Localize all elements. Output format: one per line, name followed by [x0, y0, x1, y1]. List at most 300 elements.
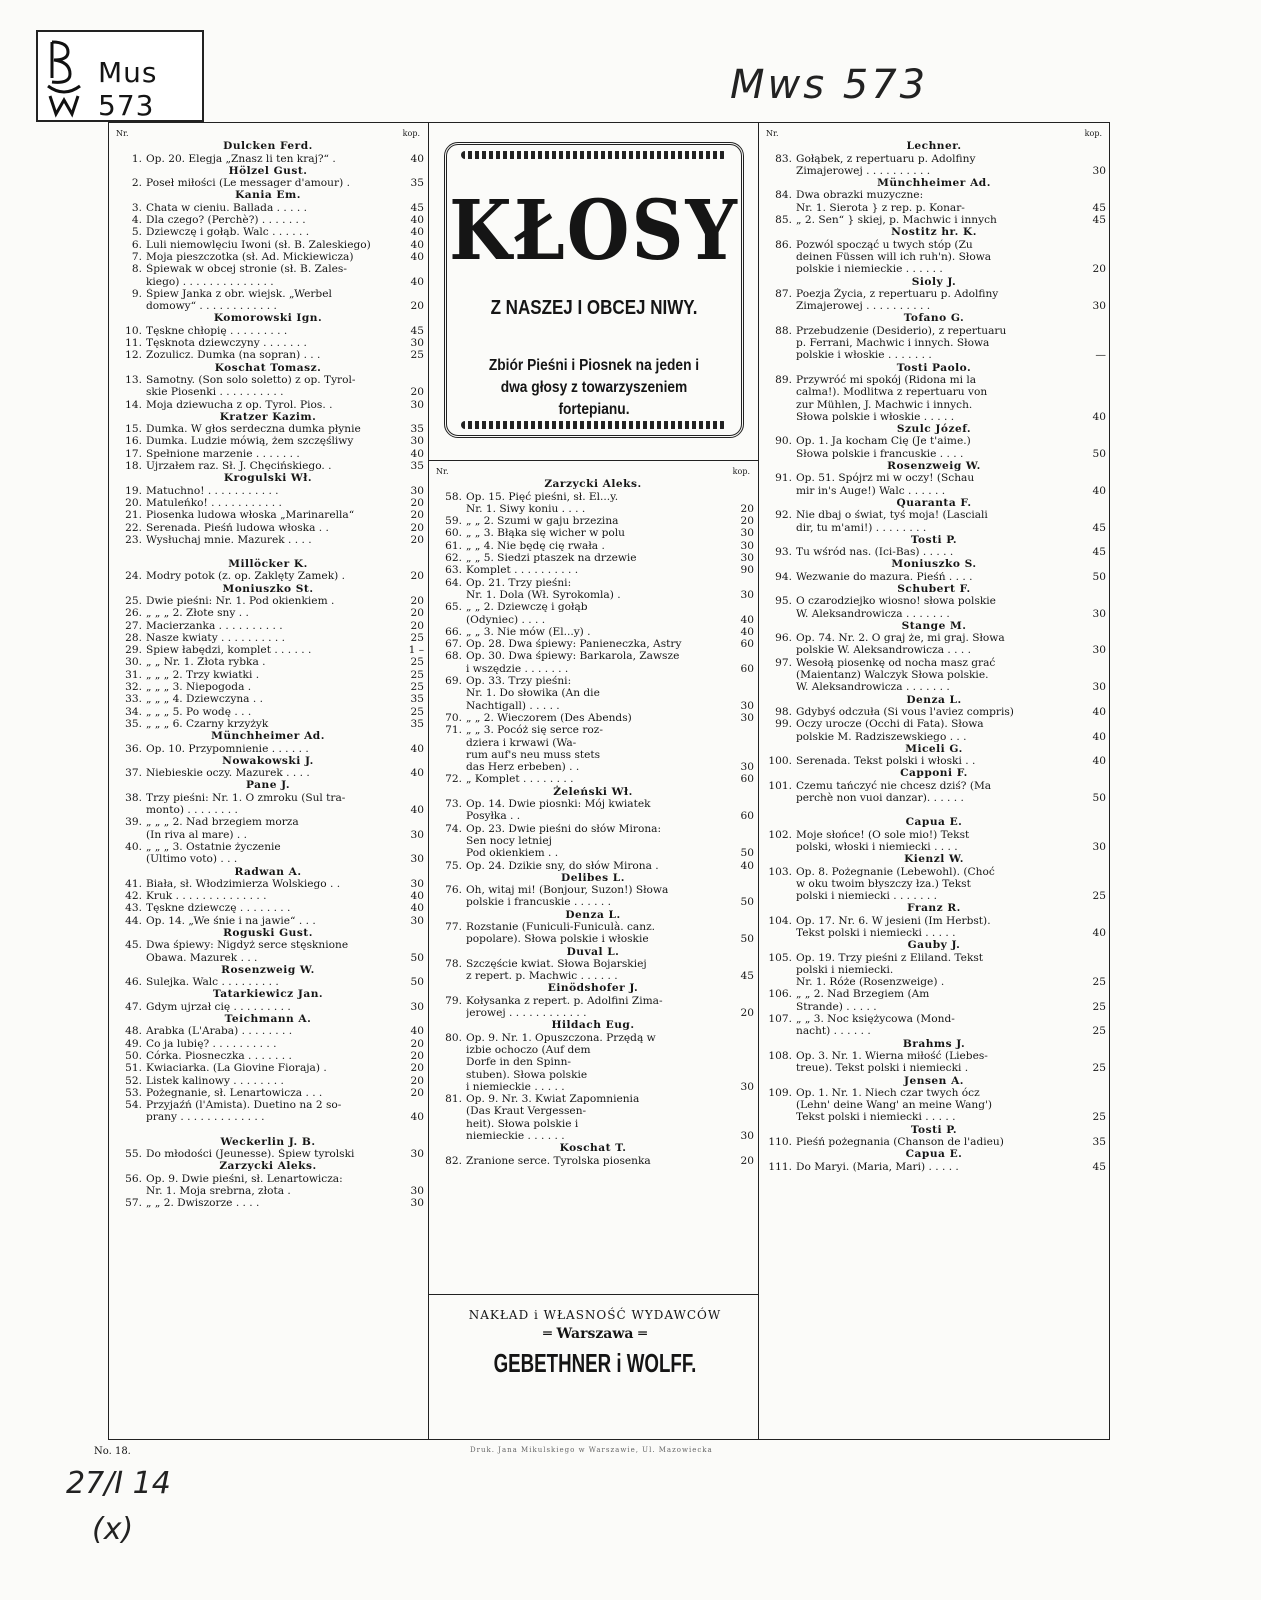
entry-title: Wysłuchaj mnie. Mazurek . . . . — [146, 533, 312, 546]
column-divider-left — [428, 122, 429, 1440]
catalog-entry — [762, 1025, 1106, 1037]
entry-number: 77. — [445, 920, 462, 933]
entry-price: 25 — [1092, 1000, 1106, 1013]
entry-number: 66. — [445, 625, 462, 638]
entry-number: 101. — [768, 779, 792, 792]
entry-title: Tekst polski i niemiecki . . . . . — [796, 927, 956, 939]
entry-price: 30 — [410, 914, 424, 927]
entry-title: polskie i francuskie . . . . . . — [466, 896, 611, 909]
catalog-entry — [432, 958, 754, 970]
entry-number: 1. — [131, 152, 142, 165]
entry-title: Poezja Życia, z repertuaru p. Adolfiny — [796, 287, 999, 300]
catalog-entry — [432, 663, 754, 675]
entry-title: Op. 20. Elegja „Znasz li ten kraj?“ . — [146, 152, 336, 165]
column-header-kop: kop. — [732, 467, 750, 476]
catalog-entry — [762, 841, 1106, 853]
entry-title: Op. 8. Pożegnanie (Lebewohl). (Choć — [796, 865, 995, 878]
entry-price: 20 — [410, 619, 424, 632]
entry-title: Nr. 1. Do słowika (An die — [466, 687, 600, 700]
composer-heading: Moniuszko St. — [222, 582, 314, 595]
entry-price: 30 — [740, 1080, 754, 1093]
catalog-entry — [112, 570, 424, 582]
entry-title: Dwa obrazki muzyczne: — [796, 189, 924, 202]
entry-title: Moja pieszczotka (sł. Ad. Mickiewicza) — [146, 250, 354, 263]
entry-title: (Maientanz) Walczyk Słowa polskie. — [796, 669, 989, 682]
composer-heading: Schubert F. — [897, 582, 971, 595]
composer-heading: Capua E. — [905, 1148, 963, 1161]
catalog-entry — [432, 564, 754, 576]
catalog-entry — [762, 632, 1106, 644]
catalog-entry — [762, 780, 1106, 792]
catalog-entry — [432, 1069, 754, 1081]
composer-heading: Weckerlin J. B. — [220, 1135, 316, 1148]
entry-title: w oku twoim błyszczy łza.) Tekst — [796, 877, 971, 890]
catalog-entry — [762, 644, 1106, 656]
entry-price: 40 — [410, 250, 424, 263]
catalog-entry — [432, 1093, 754, 1105]
entry-price: 30 — [410, 853, 424, 866]
entry-price: 45 — [410, 324, 424, 337]
catalog-entry — [112, 1111, 424, 1123]
catalog-entry — [432, 1044, 754, 1056]
catalog-entry — [762, 927, 1106, 939]
entry-price: 20 — [740, 1154, 754, 1167]
entry-title: Chata w cieniu. Ballada . . . . . — [146, 201, 307, 214]
handwritten-date: 27/I 14 — [66, 1466, 171, 1501]
catalog-entry — [432, 527, 754, 539]
entry-number: 96. — [775, 632, 792, 645]
entry-title: Śpiew łabędzi, komplet . . . . . . — [146, 644, 312, 657]
catalog-entry — [762, 878, 1106, 890]
entry-title: „ „ „ 2. Nad brzegiem morza — [146, 816, 299, 829]
entry-title: Op. 19. Trzy pieśni z Eliland. Tekst — [796, 951, 984, 964]
catalog-entry — [762, 202, 1106, 214]
entry-price: 50 — [1092, 447, 1106, 460]
entry-number: 93. — [775, 546, 792, 559]
entry-title: Gdym ujrzał cię . . . . . . . . . — [146, 1000, 291, 1013]
entry-number: 74. — [445, 822, 462, 835]
entry-number: 22. — [125, 521, 142, 534]
entry-number: 86. — [775, 238, 792, 251]
catalog-entry — [432, 626, 754, 638]
catalog-entry — [112, 878, 424, 890]
entry-price: 30 — [740, 699, 754, 712]
publisher-name: GEBETHNER i WOLFF. — [493, 1348, 697, 1378]
entry-title: Op. 9. Dwie pieśni, sł. Lenartowicza: — [146, 1172, 343, 1185]
entry-number: 92. — [775, 509, 792, 522]
entry-title: Nr. 1. Dola (Wł. Syrokomla) . — [466, 588, 621, 601]
entry-price: 40 — [740, 613, 754, 626]
composer-heading: Hildach Eug. — [551, 1019, 635, 1032]
catalog-entry — [112, 251, 424, 263]
entry-title: „ 2. Sen“ } skiej, p. Machwic i innych — [796, 214, 997, 227]
catalog-entry — [762, 1099, 1106, 1111]
catalog-entry — [762, 1062, 1106, 1074]
column-header-nr: Nr. — [766, 129, 779, 138]
catalog-entry — [432, 724, 754, 736]
catalog-entry — [432, 933, 754, 945]
entry-price: 45 — [740, 970, 754, 983]
entry-title: Op. 10. Przypomnienie . . . . . . — [146, 742, 309, 755]
entry-number: 29. — [125, 644, 142, 657]
entry-price: 35 — [410, 717, 424, 730]
composer-heading: Dulcken Ferd. — [223, 140, 313, 153]
entry-title: „ „ 2. Szumi w gaju brzezina — [466, 515, 619, 528]
entry-price: 25 — [410, 656, 424, 669]
entry-number: 15. — [125, 423, 142, 436]
entry-title: Op. 3. Nr. 1. Wierna miłość (Liebes- — [796, 1049, 988, 1062]
entry-number: 88. — [775, 324, 792, 337]
entry-price: 45 — [1092, 546, 1106, 559]
catalog-entry — [112, 1197, 424, 1209]
catalog-entry — [432, 761, 754, 773]
entry-title: stuben). Słowa polskie — [466, 1068, 588, 1081]
entry-title: dziera i krwawi (Wa- — [466, 736, 577, 749]
entry-price: 20 — [410, 509, 424, 522]
entry-number: 41. — [125, 877, 142, 890]
catalog-entry — [762, 435, 1106, 447]
entry-title: das Herz erbeben) . . — [466, 761, 580, 774]
entry-title: Komplet . . . . . . . . . . — [466, 564, 579, 577]
entry-title: monto) . . . . . . . . — [146, 804, 238, 817]
catalog-entry — [762, 1136, 1106, 1148]
entry-number: 60. — [445, 527, 462, 540]
catalog-entry — [112, 804, 424, 816]
entry-number: 5. — [131, 226, 142, 239]
catalog-entry — [432, 1032, 754, 1044]
entry-title: Pozwól spocząć u twych stóp (Zu — [796, 238, 973, 251]
entry-title: Listek kalinowy . . . . . . . . — [146, 1074, 284, 1087]
entry-title: Strande) . . . . . — [796, 1000, 877, 1013]
catalog-entry — [762, 1087, 1106, 1099]
catalog-entry — [762, 325, 1106, 337]
entry-title: Op. 24. Dzikie sny, do słów Mirona . — [466, 859, 659, 872]
catalog-entry — [762, 411, 1106, 423]
entry-number: 55. — [125, 1148, 142, 1161]
entry-title: z repert. p. Machwic . . . . . . — [466, 970, 618, 983]
entry-price: 30 — [410, 484, 424, 497]
catalog-entry — [762, 239, 1106, 251]
entry-price: 25 — [1092, 1111, 1106, 1124]
entry-title: (Lehn' deine Wang' an meine Wang') — [796, 1099, 993, 1112]
entry-title: heit). Słowa polskie i — [466, 1117, 579, 1130]
entry-number: 82. — [445, 1154, 462, 1167]
column-header-nr: Nr. — [436, 467, 449, 476]
composer-heading: Kratzer Kazim. — [219, 410, 317, 423]
catalog-entry — [762, 1013, 1106, 1025]
entry-number: 39. — [125, 816, 142, 829]
entry-title: Macierzanka . . . . . . . . . . — [146, 619, 283, 632]
entry-price: 30 — [1092, 644, 1106, 657]
entry-price: 35 — [410, 423, 424, 436]
entry-price: 25 — [410, 681, 424, 694]
entry-price: 60 — [740, 662, 754, 675]
entry-number: 6. — [131, 238, 142, 251]
catalog-entry — [432, 614, 754, 626]
catalog-entry — [112, 718, 424, 730]
column-header-nr: Nr. — [116, 129, 129, 138]
catalog-entry — [432, 675, 754, 687]
title-cartouche — [444, 142, 744, 438]
entry-title: Serenada. Pieśń ludowa włoska . . — [146, 521, 329, 534]
catalog-entry — [432, 1130, 754, 1142]
catalog-entry — [762, 829, 1106, 841]
entry-title: Op. 1. Nr. 1. Niech czar twych ócz — [796, 1086, 980, 1099]
catalog-entry — [112, 399, 424, 411]
catalog-entry — [762, 485, 1106, 497]
entry-price: 25 — [410, 668, 424, 681]
entry-number: 76. — [445, 884, 462, 897]
catalog-entry — [112, 829, 424, 841]
entry-price: 35 — [410, 460, 424, 473]
entry-number: 102. — [768, 828, 792, 841]
catalog-entry — [432, 823, 754, 835]
entry-title: skie Piosenki . . . . . . . . . . — [146, 386, 284, 399]
entry-title: Modry potok (z. op. Zaklęty Zamek) . — [146, 570, 345, 583]
entry-price: 30 — [1092, 840, 1106, 853]
entry-number: 51. — [125, 1062, 142, 1075]
entry-title: Matuchno! . . . . . . . . . . . — [146, 484, 279, 497]
catalog-entry — [112, 300, 424, 312]
collection-subtitle: Z NASZEJ I OBCEJ NIWY. — [490, 297, 698, 319]
column-header-kop: kop. — [1084, 129, 1102, 138]
entry-price: 20 — [410, 521, 424, 534]
entry-price: 20 — [1092, 263, 1106, 276]
entry-price: 40 — [1092, 484, 1106, 497]
entry-price: 20 — [740, 515, 754, 528]
entry-title: W. Aleksandrowicza . . . . . . . — [796, 607, 950, 620]
entry-number: 17. — [125, 447, 142, 460]
entry-title: Op. 23. Dwie pieśni do słów Mirona: — [466, 822, 662, 835]
entry-title: „ „ 5. Siedzi ptaszek na drzewie — [466, 552, 637, 565]
composer-heading: Koschat T. — [559, 1142, 627, 1155]
entry-number: 57. — [125, 1197, 142, 1210]
catalog-entry — [112, 374, 424, 386]
entry-number: 70. — [445, 711, 462, 724]
entry-title: kiego) . . . . . . . . . . . . . . — [146, 275, 274, 288]
catalog-entry — [112, 1038, 424, 1050]
entry-number: 26. — [125, 607, 142, 620]
entry-title: Piosenka ludowa włoska „Marinarella“ — [146, 509, 355, 522]
catalog-entry — [762, 386, 1106, 398]
entry-title: (In riva al mare) . . — [146, 828, 247, 841]
catalog-entry — [762, 374, 1106, 386]
catalog-entry — [762, 1161, 1106, 1173]
entry-title: polski i niemiecki. — [796, 963, 894, 976]
catalog-entry — [112, 669, 424, 681]
entry-number: 56. — [125, 1172, 142, 1185]
entry-price: 30 — [740, 761, 754, 774]
catalog-entry — [762, 988, 1106, 1000]
catalog-entry — [112, 767, 424, 779]
entry-number: 43. — [125, 902, 142, 915]
composer-heading: Tosti P. — [910, 1123, 958, 1136]
entry-number: 85. — [775, 214, 792, 227]
entry-title: deinen Füssen will ich ruh'n). Słowa — [796, 250, 992, 263]
entry-price: 40 — [410, 902, 424, 915]
entry-title: Nasze kwiaty . . . . . . . . . . — [146, 631, 286, 644]
entry-price: 50 — [1092, 792, 1106, 805]
catalog-entry — [762, 706, 1106, 718]
catalog-entry — [762, 189, 1106, 201]
entry-number: 109. — [768, 1086, 792, 1099]
publisher-line-1: NAKŁAD i WŁASNOŚĆ WYDAWCÓW — [468, 1308, 722, 1322]
entry-title: i niemieckie . . . . . — [466, 1080, 565, 1093]
entry-title: treue). Tekst polski i niemiecki . — [796, 1062, 969, 1075]
library-logo-icon — [44, 38, 84, 118]
composer-heading: Żeleński Wł. — [553, 785, 633, 798]
catalog-entry — [112, 693, 424, 705]
catalog-entry — [112, 952, 424, 964]
catalog-entry — [112, 841, 424, 853]
entry-number: 36. — [125, 742, 142, 755]
entry-title: nacht) . . . . . . — [796, 1025, 871, 1038]
entry-title: Tęskne chłopię . . . . . . . . . — [146, 324, 288, 337]
entry-title: (Ultimo voto) . . . — [146, 853, 238, 866]
entry-number: 52. — [125, 1074, 142, 1087]
entry-price: 40 — [410, 152, 424, 165]
composer-heading: Jensen A. — [904, 1074, 964, 1087]
entry-price: 20 — [410, 386, 424, 399]
composer-heading: Millöcker K. — [228, 558, 308, 571]
entry-title: Rozstanie (Funiculi-Funiculà. canz. — [466, 920, 656, 933]
entry-price: 30 — [1092, 607, 1106, 620]
catalog-entry — [112, 644, 424, 656]
entry-title: polskie W. Aleksandrowicza . . . . — [796, 644, 971, 657]
entry-number: 64. — [445, 576, 462, 589]
entry-price: — — [1095, 349, 1106, 362]
entry-number: 62. — [445, 552, 462, 565]
entry-title: (Das Kraut Vergessen- — [466, 1105, 587, 1118]
entry-title: Op. 9. Nr. 1. Opuszczona. Przędą w — [466, 1031, 656, 1044]
entry-title: niemieckie . . . . . . — [466, 1130, 565, 1143]
handwritten-mark: (x) — [92, 1512, 134, 1547]
catalog-entry — [112, 226, 424, 238]
catalog-entry — [432, 1081, 754, 1093]
entry-title: „ „ 3. Błąka się wicher w polu — [466, 527, 626, 540]
entry-title: Pieśń pożegnania (Chanson de l'adieu) — [796, 1136, 1004, 1149]
composer-heading: Zarzycki Aleks. — [219, 1160, 317, 1173]
catalog-entry — [762, 448, 1106, 460]
entry-price: 45 — [410, 201, 424, 214]
entry-price: 20 — [410, 1037, 424, 1050]
entry-title: Matuleńko! . . . . . . . . . . . — [146, 496, 282, 509]
entry-number: 32. — [125, 681, 142, 694]
entry-price: 30 — [410, 828, 424, 841]
catalog-entry — [432, 995, 754, 1007]
entry-title: Śpiew Janka z obr. wiejsk. „Werbel — [146, 287, 332, 300]
entry-number: 38. — [125, 791, 142, 804]
entry-number: 79. — [445, 994, 462, 1007]
entry-number: 80. — [445, 1031, 462, 1044]
entry-number: 89. — [775, 373, 792, 386]
entry-title: polskie i niemieckie . . . . . . — [796, 263, 943, 276]
entry-number: 25. — [125, 594, 142, 607]
entry-number: 13. — [125, 373, 142, 386]
entry-number: 83. — [775, 152, 792, 165]
composer-heading: Tosti Paolo. — [896, 361, 972, 374]
catalog-entry — [112, 386, 424, 398]
catalog-entry — [432, 860, 754, 872]
entry-price: 30 — [740, 552, 754, 565]
printer-imprint: Druk. Jana Mikulskiego w Warszawie, Ul. Mazowiecka — [470, 1446, 713, 1454]
catalog-entry — [432, 712, 754, 724]
entry-title: Oczy urocze (Occhi di Fata). Słowa — [796, 718, 984, 731]
entry-title: Trzy pieśni: Nr. 1. O zmroku (Sul tra- — [146, 791, 346, 804]
entry-title: Nr. 1. Siwy koniu . . . . — [466, 502, 586, 515]
composer-heading: Kania Em. — [235, 189, 301, 202]
entry-price: 20 — [740, 1007, 754, 1020]
entry-title: Córka. Piosneczka . . . . . . . — [146, 1049, 292, 1062]
entry-number: 99. — [775, 718, 792, 731]
catalog-entry — [112, 448, 424, 460]
entry-title: O czarodziejko wiosno! słowa polskie — [796, 595, 996, 608]
catalog-entry — [762, 153, 1106, 165]
catalog-entry — [112, 1025, 424, 1037]
catalog-entry — [762, 964, 1106, 976]
entry-title: „ „ „ 5. Po wodę . . . — [146, 705, 252, 718]
catalog-entry — [112, 706, 424, 718]
entry-title: Oh, witaj mi! (Bonjour, Suzon!) Słowa — [466, 884, 669, 897]
composer-heading: Krogulski Wł. — [223, 472, 313, 485]
entry-title: polskie M. Radziszewskiego . . . — [796, 730, 967, 743]
composer-heading: Sioly J. — [911, 275, 957, 288]
column-header — [762, 128, 1106, 140]
entry-title: „ „ 2. Wieczorem (Des Abends) — [466, 711, 632, 724]
entry-title: prany . . . . . . . . . . . . . — [146, 1111, 265, 1124]
catalog-entry — [112, 681, 424, 693]
entry-price: 50 — [740, 933, 754, 946]
catalog-entry — [432, 577, 754, 589]
entry-title: Gołąbek, z repertuaru p. Adolfiny — [796, 152, 976, 165]
column-header-kop: kop. — [402, 129, 420, 138]
entry-title: „ „ „ 2. Trzy kwiatki . — [146, 668, 260, 681]
entry-title: Wesołą piosenkę od nocha masz grać — [796, 656, 996, 669]
handwritten-shelf-mark: Mws 573 — [730, 62, 929, 108]
entry-title: Arabka (L'Araba) . . . . . . . . — [146, 1025, 293, 1038]
catalog-entry — [762, 731, 1106, 743]
entry-title: Nie dbaj o świat, tyś moja! (Lasciali — [796, 509, 988, 522]
entry-title: Nr. 1. Sierota } z rep. p. Konar- — [796, 201, 965, 214]
entry-title: izbie ochoczo (Auf dem — [466, 1043, 591, 1056]
entry-title: Op. 74. Nr. 2. O graj że, mi graj. Słowa — [796, 632, 1005, 645]
entry-price: 45 — [1092, 214, 1106, 227]
catalog-entry — [112, 792, 424, 804]
composer-heading: Denza L. — [565, 908, 621, 921]
catalog-entry — [762, 608, 1106, 620]
entry-number: 27. — [125, 619, 142, 632]
entry-price: 20 — [740, 502, 754, 515]
composer-heading: Lechner. — [906, 140, 962, 153]
entry-title: Tu wśród nas. (Ici-Bas) . . . . . — [796, 546, 954, 559]
entry-price: 20 — [410, 594, 424, 607]
entry-title: Moje słońce! (O sole mio!) Tekst — [796, 828, 970, 841]
catalog-entry — [432, 835, 754, 847]
entry-number: 21. — [125, 509, 142, 522]
catalog-entry — [432, 638, 754, 650]
entry-price: 40 — [410, 275, 424, 288]
entry-number: 16. — [125, 435, 142, 448]
composer-heading: Zarzycki Aleks. — [544, 478, 642, 491]
catalog-entry — [112, 497, 424, 509]
entry-price: 45 — [1092, 201, 1106, 214]
catalog-entry — [112, 177, 424, 189]
column-divider-right — [758, 122, 759, 1440]
catalog-entry — [112, 239, 424, 251]
entry-number: 111. — [768, 1160, 792, 1173]
catalog-entry — [432, 1105, 754, 1117]
catalog-entry — [432, 700, 754, 712]
